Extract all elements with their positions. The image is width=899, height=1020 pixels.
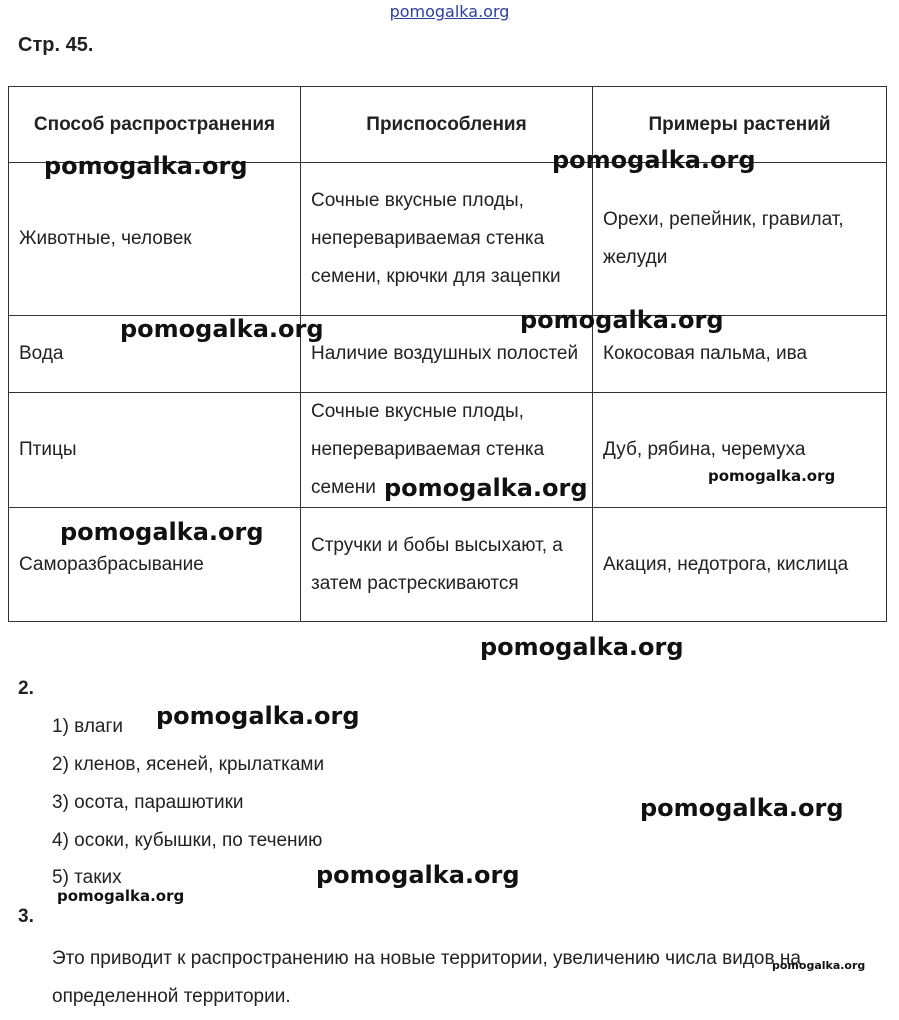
watermark: pomogalka.org <box>44 152 248 180</box>
watermark: pomogalka.org <box>384 474 588 502</box>
watermark: pomogalka.org <box>60 518 264 546</box>
section-3-number: 3. <box>18 906 34 927</box>
watermark: pomogalka.org <box>640 794 844 822</box>
watermark: pomogalka.org <box>520 306 724 334</box>
page-title: Стр. 45. <box>18 34 94 56</box>
answer-item: 5) таких <box>52 867 122 888</box>
watermark: pomogalka.org <box>552 146 756 174</box>
answer-item: 3) осота, парашютики <box>52 792 244 813</box>
answer-item: 4) осоки, кубышки, по течению <box>52 830 323 851</box>
cell-method: Вода <box>9 316 301 393</box>
top-watermark: pomogalka.org <box>389 2 510 21</box>
watermark: pomogalka.org <box>156 702 360 730</box>
header-adaptations: Приспособления <box>301 87 593 163</box>
cell-adaptations: Сочные вкусные плоды, неперевариваемая стенка семени <box>301 393 593 508</box>
cell-examples: Акация, недотрога, кислица <box>593 508 887 622</box>
header-method: Способ распространения <box>9 87 301 163</box>
cell-method: Саморазбрасывание <box>9 508 301 622</box>
header-examples: Примеры растений <box>593 87 887 163</box>
watermark: pomogalka.org <box>57 887 185 905</box>
watermark: pomogalka.org <box>316 861 520 889</box>
cell-examples: Дуб, рябина, черемуха <box>593 393 887 508</box>
section-2-number: 2. <box>18 678 34 699</box>
answer-item: 2) кленов, ясеней, крылатками <box>52 754 325 775</box>
watermark: pomogalka.org <box>772 959 866 972</box>
watermark: pomogalka.org <box>120 315 324 343</box>
answer-item: 1) влаги <box>52 716 124 737</box>
cell-examples: Кокосовая пальма, ива <box>593 316 887 393</box>
cell-adaptations: Наличие воздушных полостей <box>301 316 593 393</box>
table-row <box>9 163 887 316</box>
section-3-text: Это приводит к распространению на новые территории, увеличению числа видов на определенной территории. <box>52 948 801 1007</box>
cell-adaptations: Стручки и бобы высыхают, а затем растрескиваются <box>301 508 593 622</box>
cell-method: Птицы <box>9 393 301 508</box>
cell-examples: Орехи, репейник, гравилат, желуди <box>593 163 887 316</box>
cell-adaptations: Сочные вкусные плоды, неперевариваемая стенка семени, крючки для зацепки <box>301 163 593 316</box>
watermark: pomogalka.org <box>708 467 836 485</box>
cell-method: Животные, человек <box>9 163 301 316</box>
watermark: pomogalka.org <box>480 633 684 661</box>
